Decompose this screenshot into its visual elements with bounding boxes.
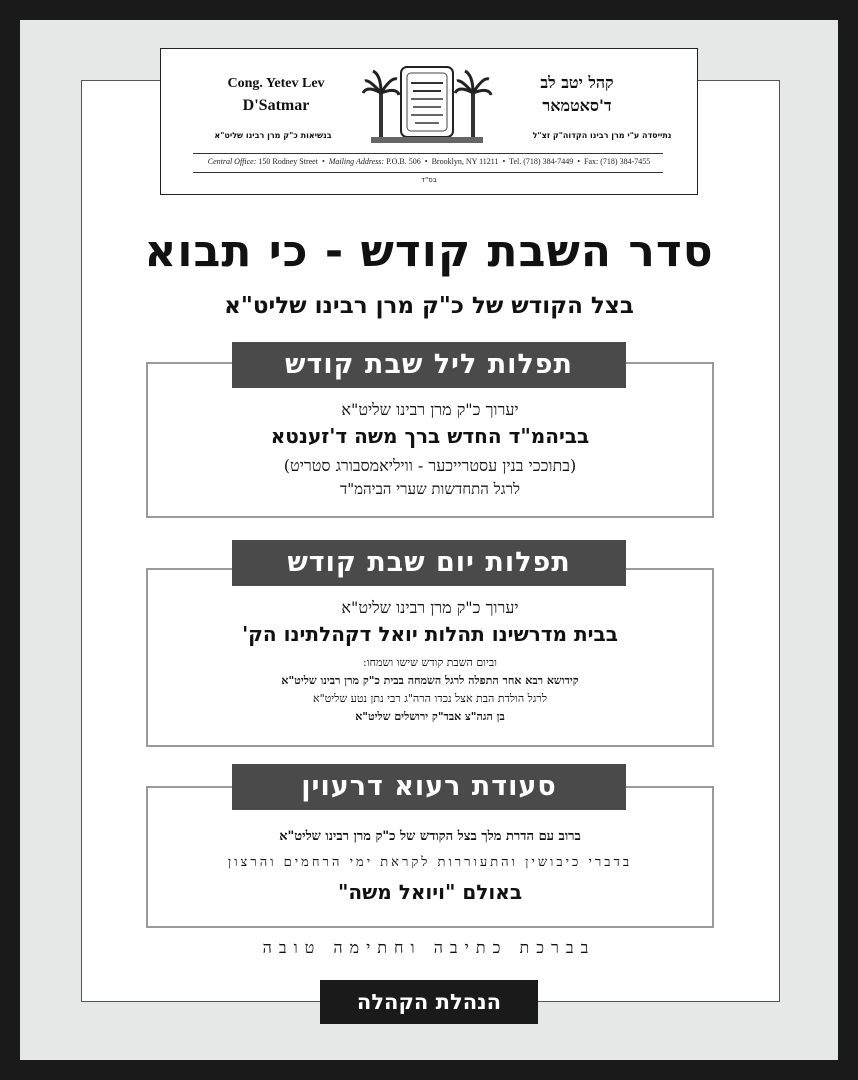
section-line: לרגל התחדשות שערי הביהמ"ד (340, 480, 520, 498)
section-line: קידושא רבא אחר התפלה לרגל השמחה בבית כ"ק מרן רבינו שליט"א (281, 674, 579, 687)
letterhead-presidency-note: בנשיאות כ"ק מרן רבינו שליט"א (214, 131, 332, 140)
footer-signature: הנהלת הקהלה (320, 980, 538, 1024)
section-line: יערוך כ"ק מרן רבינו שליט"א (341, 598, 519, 617)
banner-seudah: סעודת רעוא דרעוין (232, 764, 626, 810)
section-line: בן הגה"צ אבד"ק ירושלים שליט"א (355, 710, 505, 723)
section-line: (בתוככי בנין עסטרייכער - וויליאמסבורג סטריט) (283, 456, 577, 475)
banner-friday-night: תפלות ליל שבת קודש (232, 342, 626, 388)
mailing-address-label: Mailing Address: (328, 157, 385, 166)
letterhead-divider (193, 153, 663, 154)
central-office-label: Central Office: (207, 157, 257, 166)
palm-trees-emblem-icon (361, 63, 493, 147)
letterhead-hebrew-line1: קהל יטב לב (540, 73, 614, 92)
section-line-location: בביהמ"ד החדש ברך משה ד'זענטא (270, 424, 590, 448)
letterhead-hebrew-name (497, 71, 657, 117)
letterhead-address-line: Central Office: 150 Rodney Street • Mailing Address: P.O.B. 506 • Brooklyn, NY 11211 • Tel. (718) 384-7449 • Fax: (718) 384-7455 (207, 157, 651, 166)
city-address: Brooklyn, NY 11211 (431, 157, 499, 166)
letterhead-english-name (201, 73, 351, 117)
banner-shabbat-day: תפלות יום שבת קודש (232, 540, 626, 586)
section-shabbat-day (146, 568, 714, 747)
letterhead-bsd: בס"ד (421, 176, 437, 184)
footer-blessing: בברכת כתיבה וחתימה טובה (262, 938, 596, 957)
section-line: יערוך כ"ק מרן רבינו שליט"א (341, 400, 519, 419)
central-office-address: 150 Rodney Street (258, 157, 318, 166)
letterhead-hebrew-line2: ד'סאטמאר (542, 96, 612, 115)
section-line-location: בבית מדרשינו תהלות יואל דקהלתינו הק' (242, 622, 618, 646)
letterhead (160, 48, 698, 195)
page-title: סדר השבת קודש - כי תבוא (144, 226, 714, 277)
letterhead-divider-2 (193, 172, 663, 173)
mailing-address: P.O.B. 506 (386, 157, 421, 166)
letterhead-english-line1: Cong. Yetev Lev (227, 76, 325, 91)
page-subtitle: בצל הקודש של כ"ק מרן רבינו שליט"א (224, 293, 634, 319)
section-line-location: באולם "ויואל משה" (337, 880, 523, 904)
telephone: Tel. (718) 384-7449 (509, 157, 574, 166)
section-line: לרגל הולדת הבת אצל נכדו הרה"ג רבי נתן נטע שליט"א (313, 692, 547, 705)
section-line: ברוב עם הדרת מלך בצל הקודש של כ"ק מרן רבינו שליט"א (279, 829, 581, 844)
section-line: בדברי כיבושין והתעוררות לקראת ימי הרחמים והרצון (227, 855, 633, 870)
fax: Fax: (718) 384-7455 (584, 157, 651, 166)
letterhead-english-line2: D'Satmar (242, 97, 310, 114)
section-line: וביום השבת קודש שישו ושמחו: (363, 656, 497, 669)
letterhead-founder-note: נתייסדה ע"י מרן רבינו הקדוה"ק זצ"ל (532, 131, 672, 140)
